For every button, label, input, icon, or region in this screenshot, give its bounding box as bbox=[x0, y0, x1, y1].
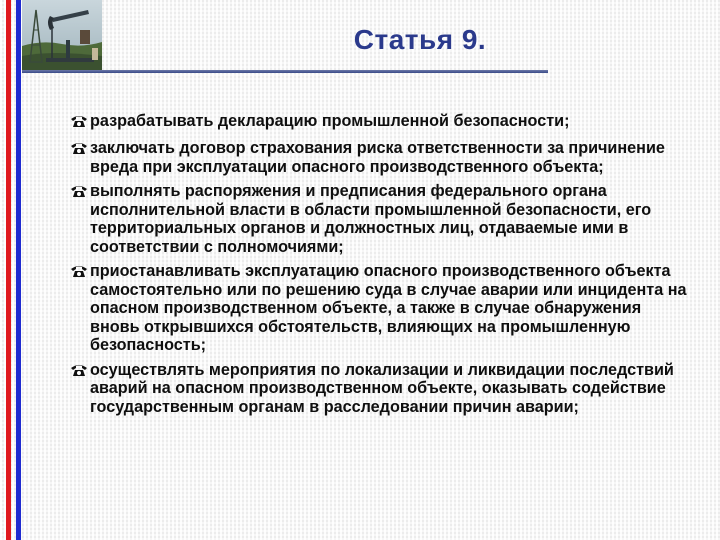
list-item bbox=[70, 361, 690, 417]
list-item-text: осуществлять мероприятия по локализации и ликвидации последствий аварий на опасном производственном объекте, оказывать содействие государственным органам в расследовании причин аварии; bbox=[90, 360, 674, 416]
list-item bbox=[70, 139, 690, 176]
list-item-text: разрабатывать декларацию промышленной безопасности; bbox=[90, 112, 570, 130]
list-item-text: приостанавливать эксплуатацию опасного производственного объекта самостоятельно или по решению суда в случае аварии или инцидента на опасном производственном объекте, а также в случае обнаружения вновь открывшихся обстоятельств, влияющих на промышленную безопасность; bbox=[90, 262, 687, 354]
list-item bbox=[70, 262, 690, 355]
list-item-text: заключать договор страхования риска ответственности за причинение вреда при эксплуатации опасного производственного объекта; bbox=[90, 139, 665, 176]
list-item bbox=[70, 112, 690, 133]
blue-stripe bbox=[16, 0, 21, 540]
red-stripe bbox=[6, 0, 11, 540]
list-item bbox=[70, 182, 690, 256]
telephone-icon bbox=[70, 141, 90, 160]
slide-title: Статья 9. bbox=[353, 24, 487, 55]
telephone-icon bbox=[70, 363, 90, 382]
oil-pump-photo bbox=[22, 0, 102, 72]
title-divider bbox=[22, 70, 548, 73]
list-item-text: выполнять распоряжения и предписания федерального органа исполнительной власти в области промышленной безопасности, его территориальных органов и должностных лиц, отдаваемые ими в соответствии с полномочиями; bbox=[90, 182, 652, 256]
telephone-icon bbox=[70, 184, 90, 203]
telephone-icon bbox=[70, 264, 90, 283]
bullet-list bbox=[70, 112, 690, 422]
telephone-icon bbox=[70, 114, 90, 133]
